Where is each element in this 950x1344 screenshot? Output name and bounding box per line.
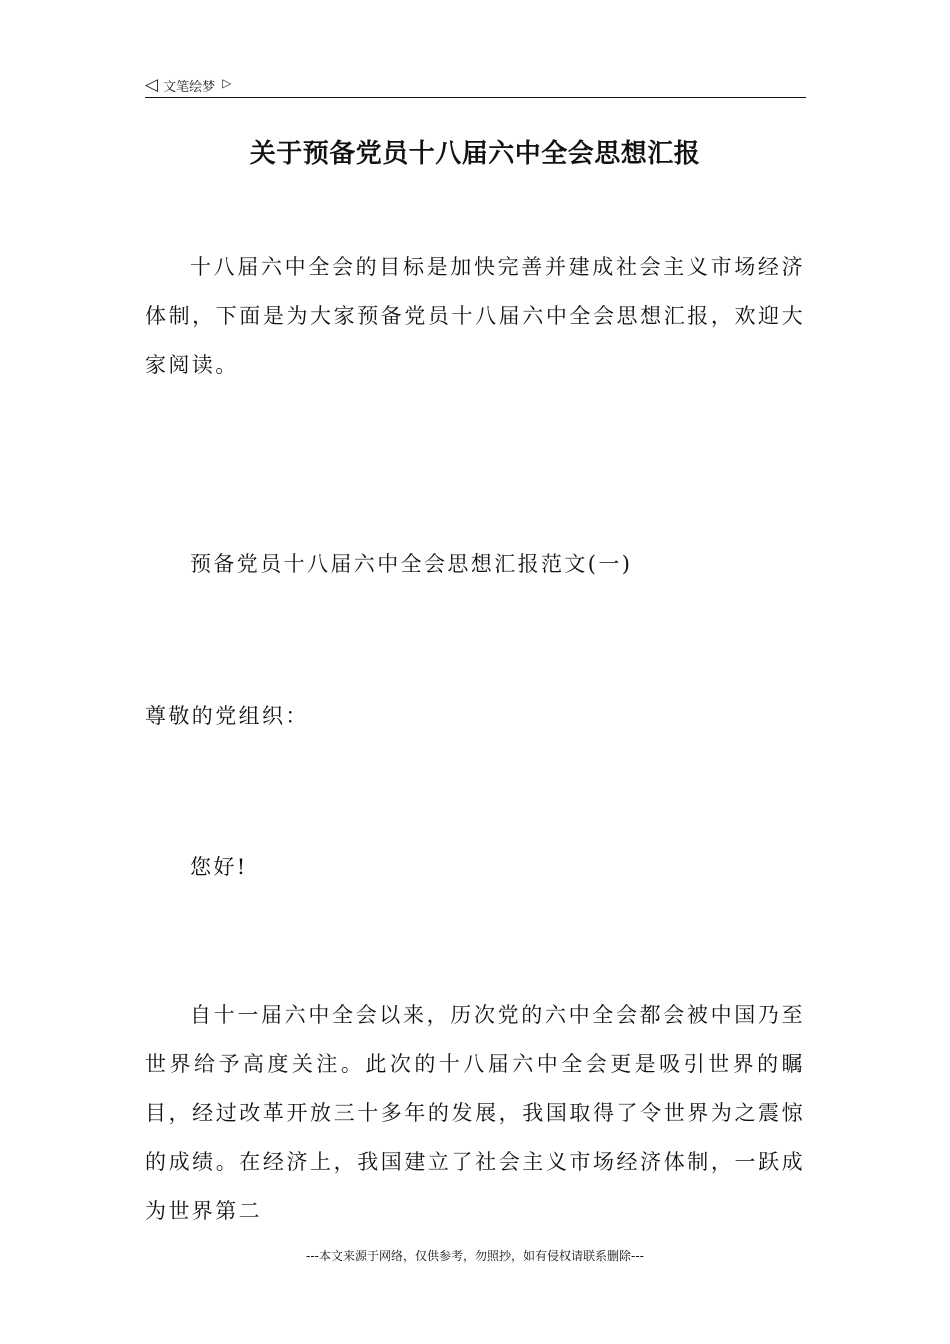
header-divider (145, 97, 806, 98)
body-paragraph: 自十一届六中全会以来，历次党的六中全会都会被中国乃至世界给予高度关注。此次的十八届六中全会更是吸引世界的瞩目，经过改革开放三十多年的发展，我国取得了令世界为之震惊的成绩。在经济上，我国建立了社会主义市场经济体制，一跃成为世界第二 (145, 1003, 805, 1223)
left-triangle-icon: ◁ (145, 74, 159, 95)
right-triangle-icon: ▷ (222, 76, 232, 90)
page-header (145, 74, 805, 96)
salutation: 尊敬的党组织： (145, 704, 309, 728)
footer-notice: ---本文来源于网络，仅供参考，勿照抄，如有侵权请联系删除--- (306, 1249, 644, 1263)
intro-paragraph: 十八届六中全会的目标是加快完善并建成社会主义市场经济体制，下面是为大家预备党员十八届六中全会思想汇报，欢迎大家阅读。 (145, 255, 805, 377)
header-brand: 文笔绘梦 (163, 79, 216, 95)
section-subtitle: 预备党员十八届六中全会思想汇报范文(一) (190, 552, 633, 576)
greeting: 您好! (190, 855, 248, 879)
document-title: 关于预备党员十八届六中全会思想汇报 (249, 139, 701, 169)
